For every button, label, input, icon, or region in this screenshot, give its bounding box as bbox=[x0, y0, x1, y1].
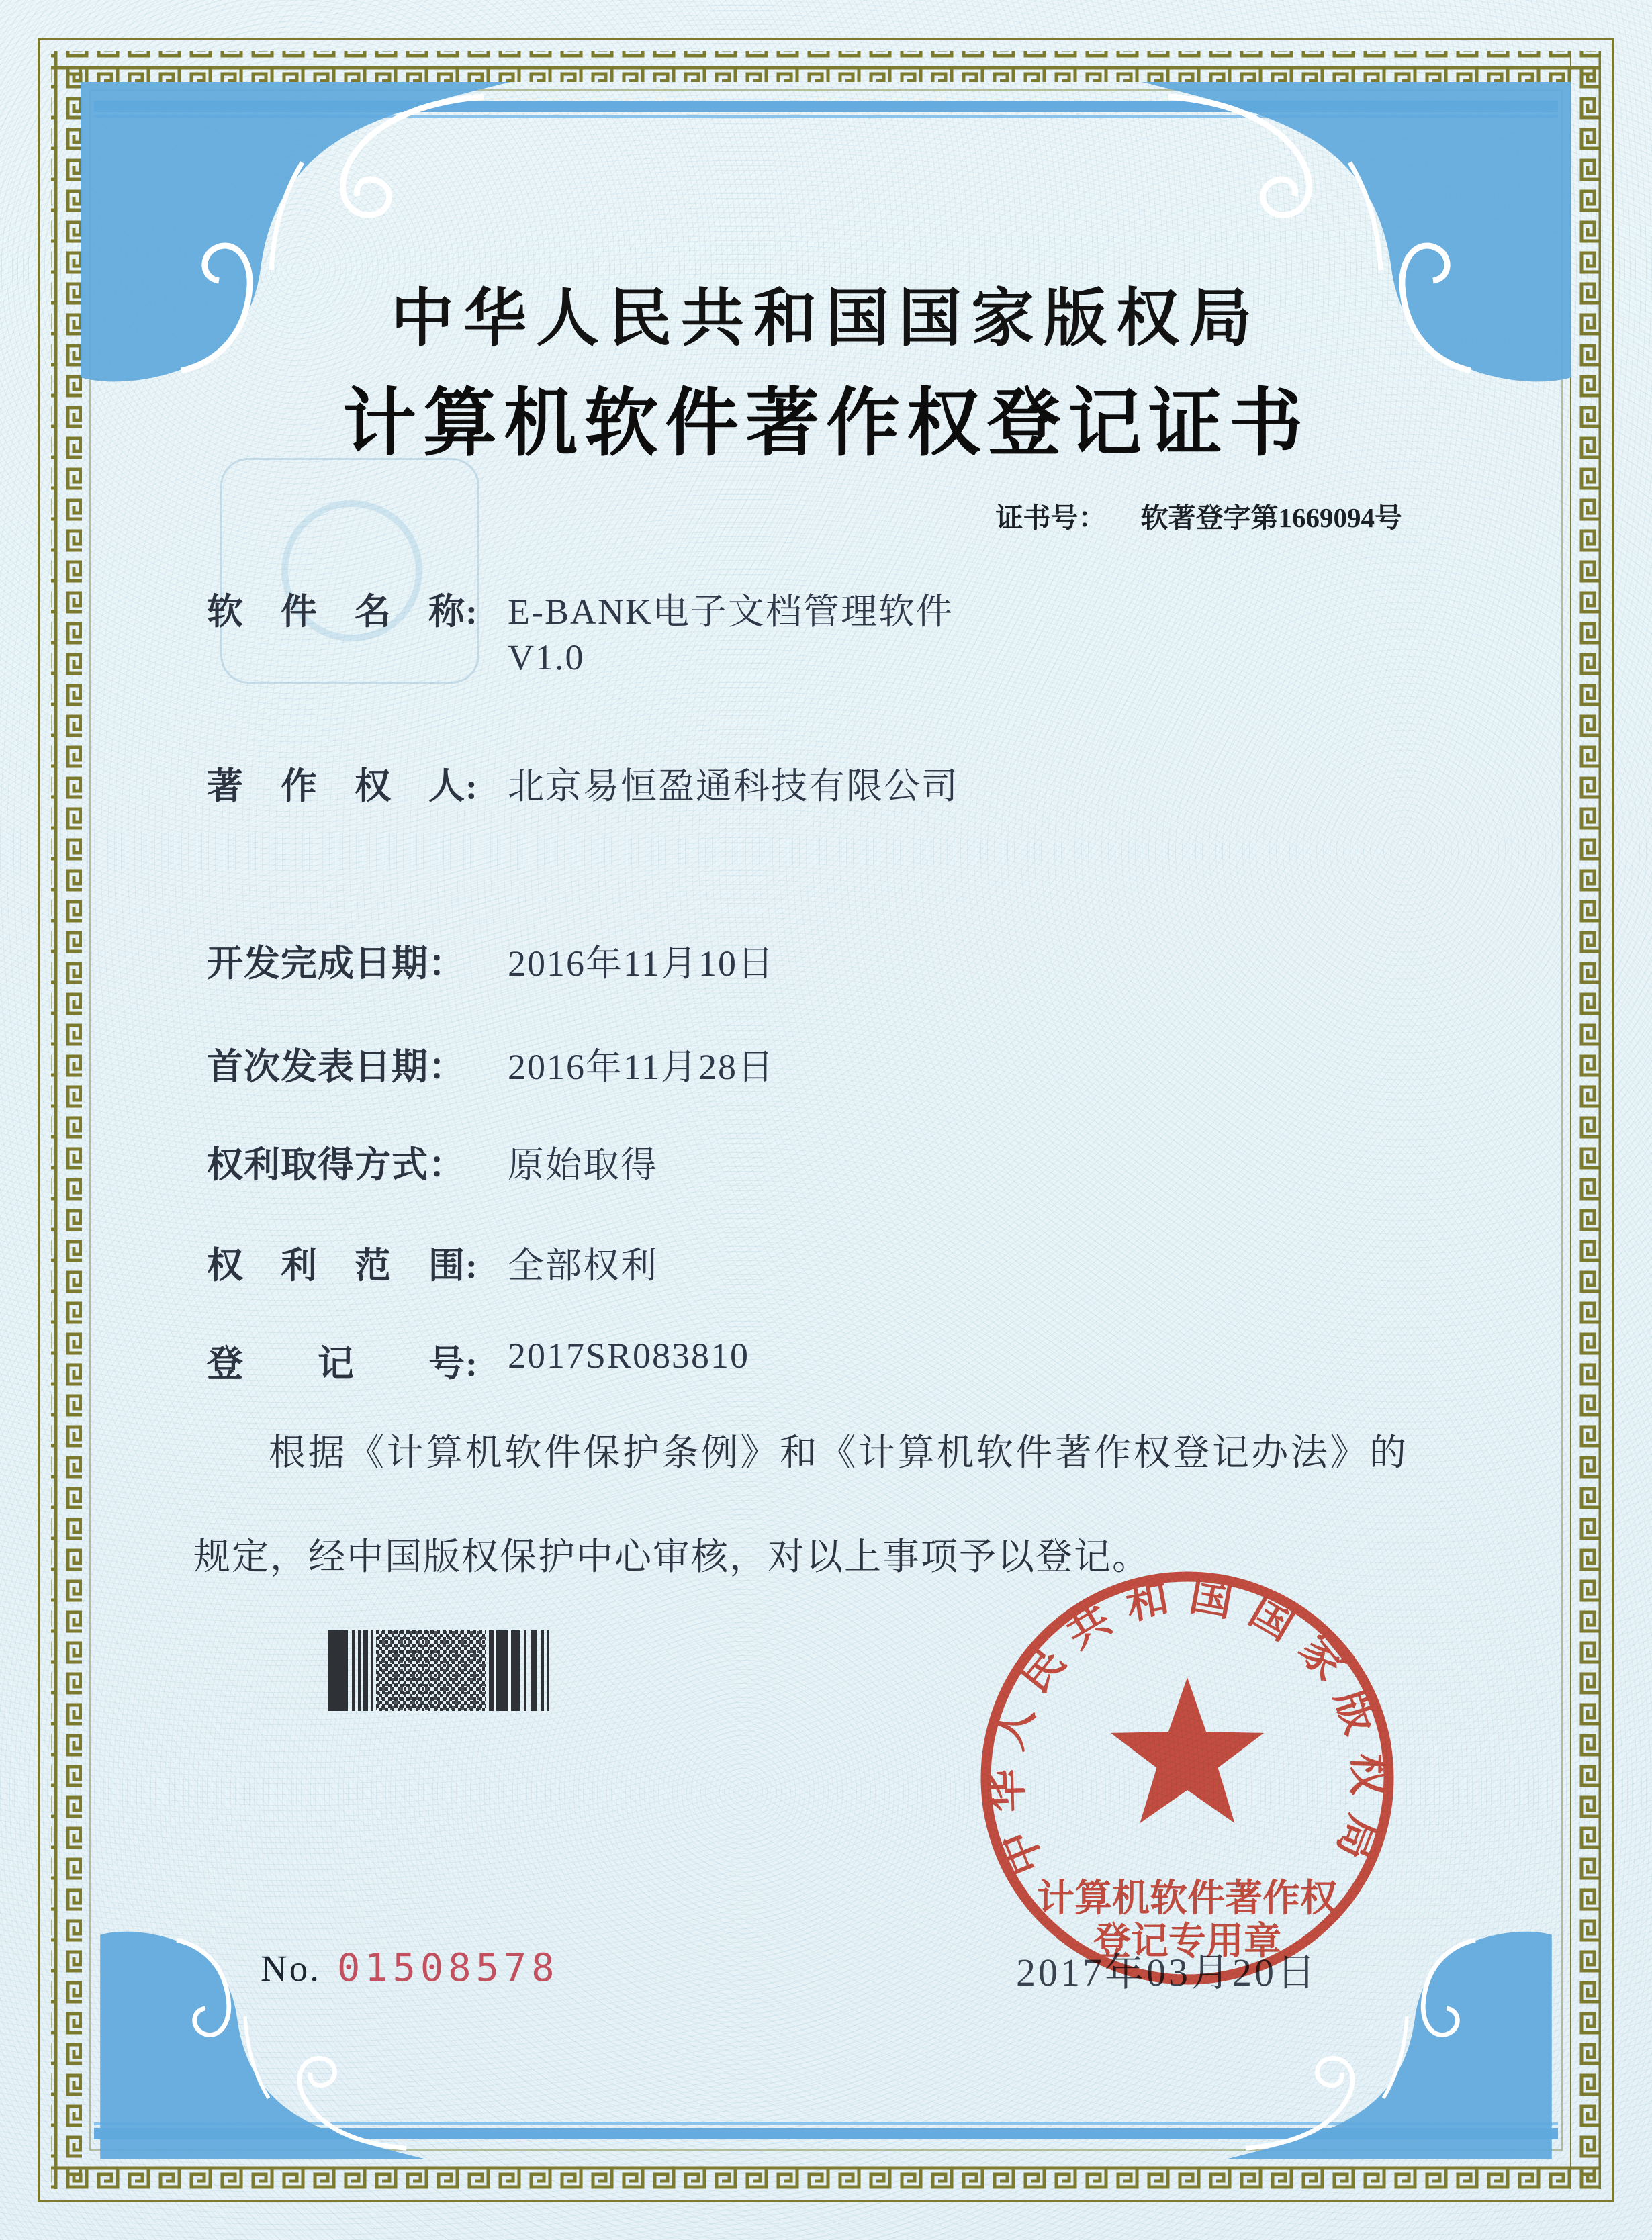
authority-title: 中华人民共和国国家版权局 bbox=[390, 284, 1261, 354]
certificate-number-label: 证书号： bbox=[995, 502, 1106, 533]
certificate-title: 计算机软件著作权登记证书 bbox=[342, 383, 1310, 465]
official-seal-icon bbox=[966, 1556, 1409, 2000]
field-row-copyright-owner bbox=[207, 757, 1456, 806]
embossed-watermark bbox=[220, 458, 479, 684]
rights-scope-label: 权 利 范 围: bbox=[207, 1246, 478, 1286]
field-row-rights-scope bbox=[207, 1237, 1456, 1286]
issue-date: 2017年03月20日 bbox=[1015, 1951, 1318, 1994]
software-version-value: V1.0 bbox=[508, 637, 585, 678]
serial-prefix: No. bbox=[261, 1948, 321, 1989]
field-row-registration-number bbox=[207, 1335, 1456, 1384]
first-publication-date-label: 首次发表日期： bbox=[207, 1047, 465, 1087]
certificate-number-line bbox=[996, 496, 1403, 535]
seal-line1: 计算机软件著作权 bbox=[1037, 1878, 1338, 1920]
first-publication-date-value: 2016年11月28日 bbox=[508, 1047, 775, 1087]
serial-number bbox=[261, 1946, 559, 1990]
field-row-software-name bbox=[207, 583, 1456, 632]
field-row-first-publication-date bbox=[207, 1038, 1456, 1087]
certificate-number-value: 软著登字第1669094号 bbox=[1140, 502, 1402, 533]
software-name-label: 软 件 名 称: bbox=[207, 592, 478, 632]
seal-line2: 登记专用章 bbox=[1093, 1921, 1281, 1963]
rights-acquisition-value: 原始取得 bbox=[508, 1145, 658, 1185]
seal-ring-text: 中华人民共和国国家版权局 bbox=[981, 1571, 1393, 1882]
registration-number-label: 登 记 号: bbox=[207, 1344, 478, 1384]
rights-acquisition-label: 权利取得方式： bbox=[207, 1145, 465, 1185]
field-row-rights-acquisition bbox=[207, 1136, 1456, 1185]
copyright-owner-label: 著 作 权 人: bbox=[207, 766, 478, 806]
serial-digits: 01508578 bbox=[336, 1946, 559, 1990]
registration-number-value: 2017SR083810 bbox=[508, 1336, 750, 1376]
corner-flourish-bottom-left-icon bbox=[81, 1904, 457, 2159]
completion-date-label: 开发完成日期： bbox=[207, 943, 465, 984]
copyright-owner-value: 北京易恒盈通科技有限公司 bbox=[508, 766, 959, 806]
barcode-icon bbox=[328, 1630, 556, 1711]
field-row-completion-date bbox=[207, 935, 1456, 984]
completion-date-value: 2016年11月10日 bbox=[508, 943, 775, 984]
registration-statement: 根据《计算机软件保护条例》和《计算机软件著作权登记办法》的规定，经中国版权保护中心审核，对以上事项予以登记。 bbox=[193, 1432, 1408, 1578]
rights-scope-value: 全部权利 bbox=[508, 1246, 658, 1286]
software-name-value: E-BANK电子文档管理软件 bbox=[508, 592, 954, 632]
